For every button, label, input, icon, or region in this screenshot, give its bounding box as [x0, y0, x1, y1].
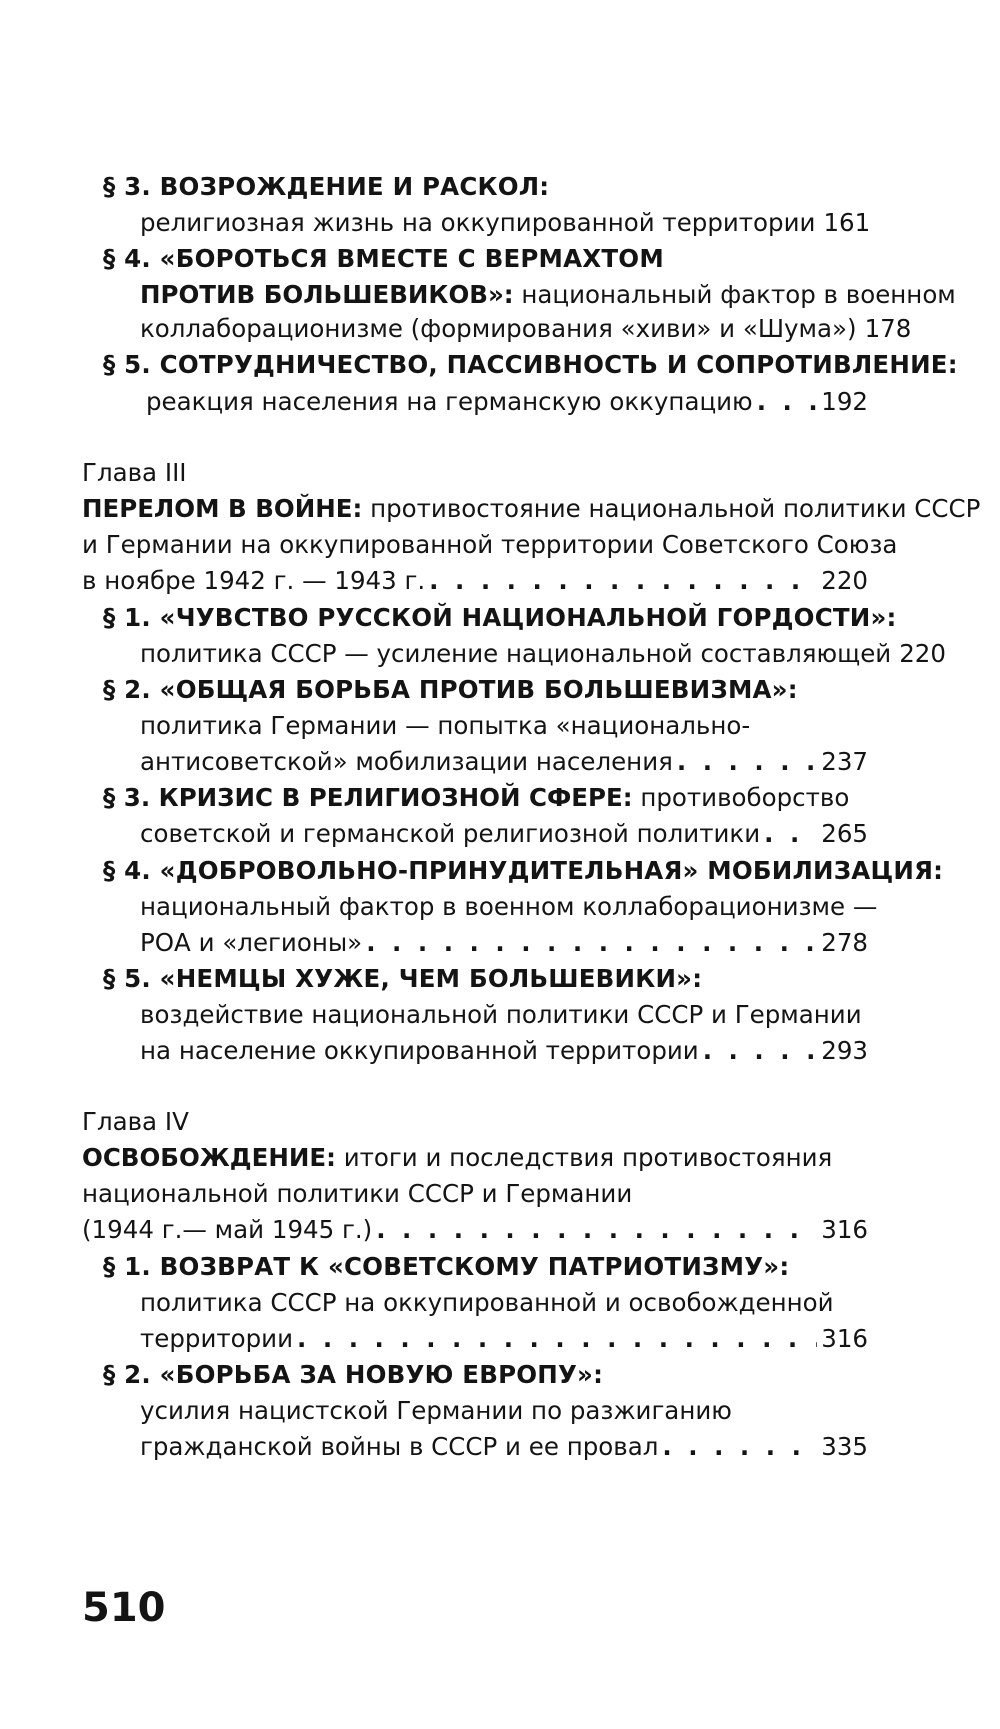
toc-entry[interactable]: [140, 635, 946, 673]
leader-dots: [703, 1032, 818, 1070]
toc-section-heading: § 2. «БОРЬБА ЗА НОВУЮ ЕВРОПУ»:: [103, 1360, 604, 1389]
toc-page-number: 278: [821, 928, 868, 957]
toc-entry-text: гражданской войны в СССР и ее провал: [140, 1432, 659, 1461]
toc-entry-text: усилия нацистской Германии по разжиганию: [140, 1396, 732, 1425]
leader-dots: [429, 562, 817, 600]
chapter-rest-text: противостояние национальной политики СССР: [362, 494, 981, 523]
toc-page-number: 335: [821, 1432, 868, 1461]
chapter-title: [82, 490, 980, 528]
toc-page-number: 316: [821, 1215, 868, 1244]
toc-entry[interactable]: [82, 1211, 868, 1249]
chapter-title-line: и Германии на оккупированной территории Советского Союза: [82, 530, 898, 559]
toc-section-heading: § 2. «ОБЩАЯ БОРЬБА ПРОТИВ БОЛЬШЕВИЗМА»:: [103, 675, 798, 704]
toc-entry-text: территории: [140, 1324, 294, 1353]
toc-page-number: 220: [821, 566, 868, 595]
toc-rest-text: национальный фактор в военном: [513, 280, 956, 309]
toc-section-heading: § 3. ВОЗРОЖДЕНИЕ И РАСКОЛ:: [103, 172, 550, 201]
toc-entry-text: [140, 276, 956, 314]
toc-entry[interactable]: [146, 383, 868, 421]
toc-entry-text: воздействие национальной политики СССР и Германии: [140, 1000, 862, 1029]
toc-page-number: 192: [821, 387, 868, 416]
toc-rest-text: противоборство: [632, 783, 850, 812]
toc-caps-text: ПРОТИВ БОЛЬШЕВИКОВ»:: [140, 280, 514, 309]
toc-entry[interactable]: [140, 204, 871, 242]
toc-page-number: 293: [821, 1036, 868, 1065]
leader-dots: [662, 1428, 817, 1466]
toc-page-number: 316: [821, 1324, 868, 1353]
toc-entry-text: РОА и «легионы»: [140, 928, 363, 957]
toc-entry-text: коллаборационизме (формирования «хиви» и «Шума»): [140, 314, 857, 343]
page-number: 510: [82, 1585, 166, 1631]
toc-entry-text: (1944 г.— май 1945 г.): [82, 1215, 373, 1244]
leader-dots: [677, 743, 817, 781]
toc-entry-text: политика Германии — попытка «национально-: [140, 711, 751, 740]
toc-entry-text: политика СССР — усиление национальной составляющей: [140, 639, 892, 668]
chapter-label: Глава III: [82, 458, 187, 487]
toc-entry-text: советской и германской религиозной политики: [140, 819, 761, 848]
toc-entry-text: на население оккупированной территории: [140, 1036, 699, 1065]
toc-entry[interactable]: [140, 743, 868, 781]
toc-page-number: 265: [821, 819, 868, 848]
toc-entry-text: религиозная жизнь на оккупированной территории: [140, 208, 816, 237]
chapter-caps-text: ОСВОБОЖДЕНИЕ:: [82, 1143, 336, 1172]
toc-page-number: 161: [823, 208, 871, 237]
toc-entry-text: реакция населения на германскую оккупацию: [146, 387, 753, 416]
toc-entry[interactable]: [140, 1320, 868, 1358]
toc-page-number: 220: [899, 639, 946, 668]
toc-section-heading: § 4. «ДОБРОВОЛЬНО-ПРИНУДИТЕЛЬНАЯ» МОБИЛИЗАЦИЯ:: [103, 856, 944, 885]
toc-section-heading: § 1. «ЧУВСТВО РУССКОЙ НАЦИОНАЛЬНОЙ ГОРДОСТИ»:: [103, 603, 897, 632]
chapter-title: [82, 1139, 832, 1177]
toc-entry-text: политика СССР на оккупированной и освобожденной: [140, 1288, 834, 1317]
toc-page-number: 237: [821, 747, 868, 776]
leader-dots: [297, 1320, 817, 1358]
toc-section-heading: § 5. СОТРУДНИЧЕСТВО, ПАССИВНОСТЬ И СОПРОТИВЛЕНИЕ:: [103, 350, 958, 379]
toc-entry[interactable]: [140, 924, 868, 962]
leader-dots: [376, 1211, 817, 1249]
toc-entry[interactable]: [140, 815, 868, 853]
leader-dots: [757, 383, 818, 421]
toc-section-heading: [103, 779, 849, 817]
toc-entry-text: в ноябре 1942 г. — 1943 г.: [82, 566, 426, 595]
toc-section-heading: § 5. «НЕМЦЫ ХУЖЕ, ЧЕМ БОЛЬШЕВИКИ»:: [103, 964, 703, 993]
toc-section-heading: § 1. ВОЗВРАТ К «СОВЕТСКОМУ ПАТРИОТИЗМУ»:: [103, 1252, 790, 1281]
toc-entry-text: антисоветской» мобилизации населения: [140, 747, 673, 776]
toc-section-heading: § 4. «БОРОТЬСЯ ВМЕСТЕ С ВЕРМАХТОМ: [103, 244, 664, 273]
chapter-caps-text: ПЕРЕЛОМ В ВОЙНЕ:: [82, 494, 363, 523]
toc-entry[interactable]: [82, 562, 868, 600]
toc-entry[interactable]: [140, 1428, 868, 1466]
toc-caps-text: § 3. КРИЗИС В РЕЛИГИОЗНОЙ СФЕРЕ:: [103, 783, 633, 812]
toc-entry[interactable]: [140, 310, 912, 348]
chapter-rest-text: итоги и последствия противостояния: [335, 1143, 833, 1172]
leader-dots: [764, 815, 817, 853]
chapter-title-line: национальной политики СССР и Германии: [82, 1179, 633, 1208]
toc-entry-text: национальный фактор в военном коллаборационизме —: [140, 892, 878, 921]
chapter-label: Глава IV: [82, 1107, 189, 1136]
toc-entry[interactable]: [140, 1032, 868, 1070]
leader-dots: [366, 924, 817, 962]
toc-page-number: 178: [864, 314, 912, 343]
